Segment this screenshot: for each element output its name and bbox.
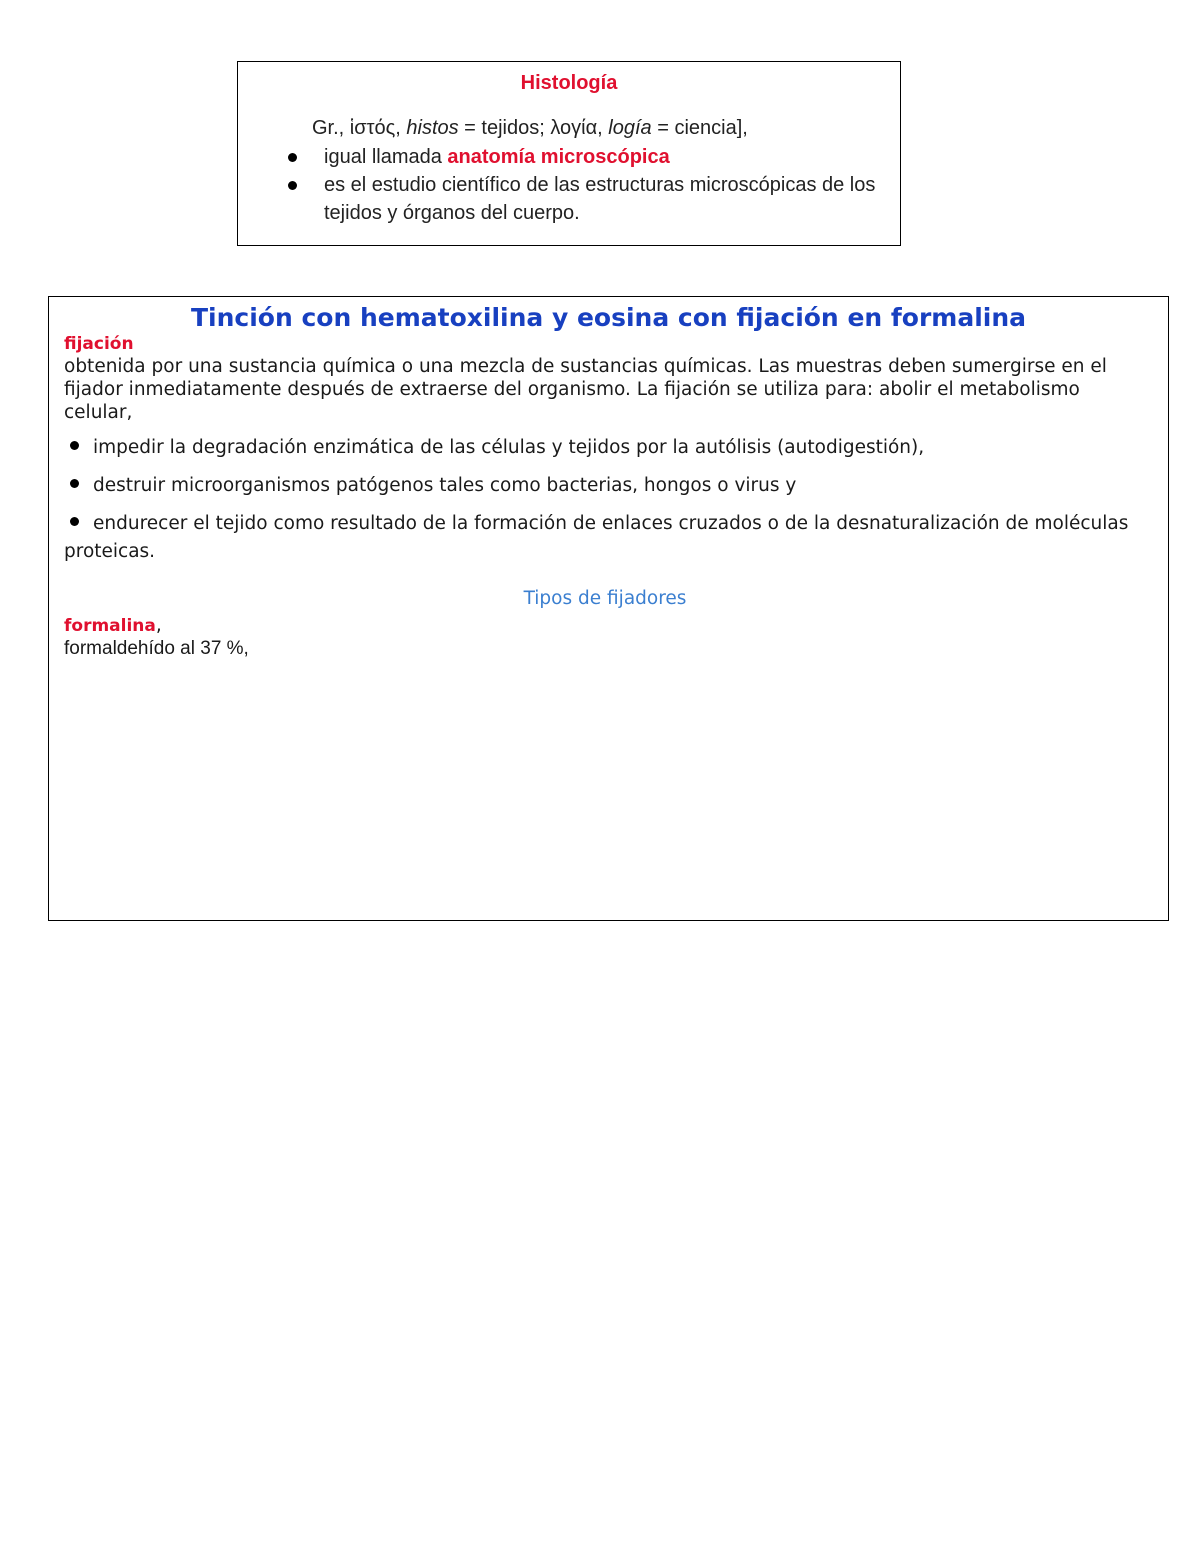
bullet-text: igual llamada — [324, 146, 448, 168]
list-item — [64, 472, 1146, 500]
formalina-label: formalina — [64, 616, 156, 636]
etymology-line — [312, 117, 748, 140]
highlight-term: anatomía microscópica — [447, 146, 670, 168]
etym-sep-2: , — [597, 117, 609, 139]
greek-histos: ἱστός — [349, 117, 396, 139]
tincion-content — [64, 333, 1146, 660]
bullet-text: destruir microorganismos patógenos tales como bacterias, hongos o virus y — [93, 475, 797, 496]
formalina-description: formaldehído al 37 %, — [64, 638, 249, 659]
histos-term: histos — [406, 117, 459, 139]
histologia-box — [237, 61, 901, 246]
bullet-icon — [70, 517, 79, 526]
etym-eq-1: = tejidos; — [458, 117, 551, 139]
formalina-line — [64, 614, 1146, 638]
etym-prefix: Gr., — [312, 117, 350, 139]
tincion-title: Tinción con hematoxilina y eosina con fijación en formalina — [190, 303, 1027, 332]
list-item — [284, 143, 884, 171]
list-item — [284, 171, 884, 227]
histologia-bullet-list — [284, 143, 884, 227]
bullet-icon — [288, 153, 297, 162]
formalina-suffix: , — [155, 615, 162, 636]
list-item — [64, 510, 1146, 566]
logia-term: logía — [608, 117, 652, 139]
tincion-box — [48, 296, 1169, 921]
bullet-text: impedir la degradación enzimática de las células y tejidos por la autólisis (autodigestión), — [93, 437, 925, 458]
tipos-fijadores-heading: Tipos de fijadores — [523, 588, 687, 609]
bullet-text: es el estudio científico de las estructuras microscópicas de los tejidos y órganos del cuerpo. — [324, 174, 876, 224]
list-item — [64, 434, 1146, 462]
greek-logia: λογία — [550, 117, 598, 139]
bullet-icon — [288, 181, 297, 190]
etym-eq-2: = ciencia], — [651, 117, 748, 139]
etym-sep-1: , — [395, 117, 407, 139]
bullet-text: endurecer el tejido como resultado de la formación de enlaces cruzados o de la desnaturalización de moléculas proteicas. — [64, 513, 1129, 562]
fijacion-label: fijación — [64, 334, 134, 354]
bullet-icon — [70, 479, 79, 488]
bullet-icon — [70, 441, 79, 450]
histologia-title: Histología — [520, 72, 618, 94]
fijacion-paragraph: obtenida por una sustancia química o una mezcla de sustancias químicas. Las muestras deben sumergirse en el fijador inmediatamente después de extraerse del organismo. La fijación se utiliza para: abolir el metabolismo celular, — [64, 356, 1107, 423]
